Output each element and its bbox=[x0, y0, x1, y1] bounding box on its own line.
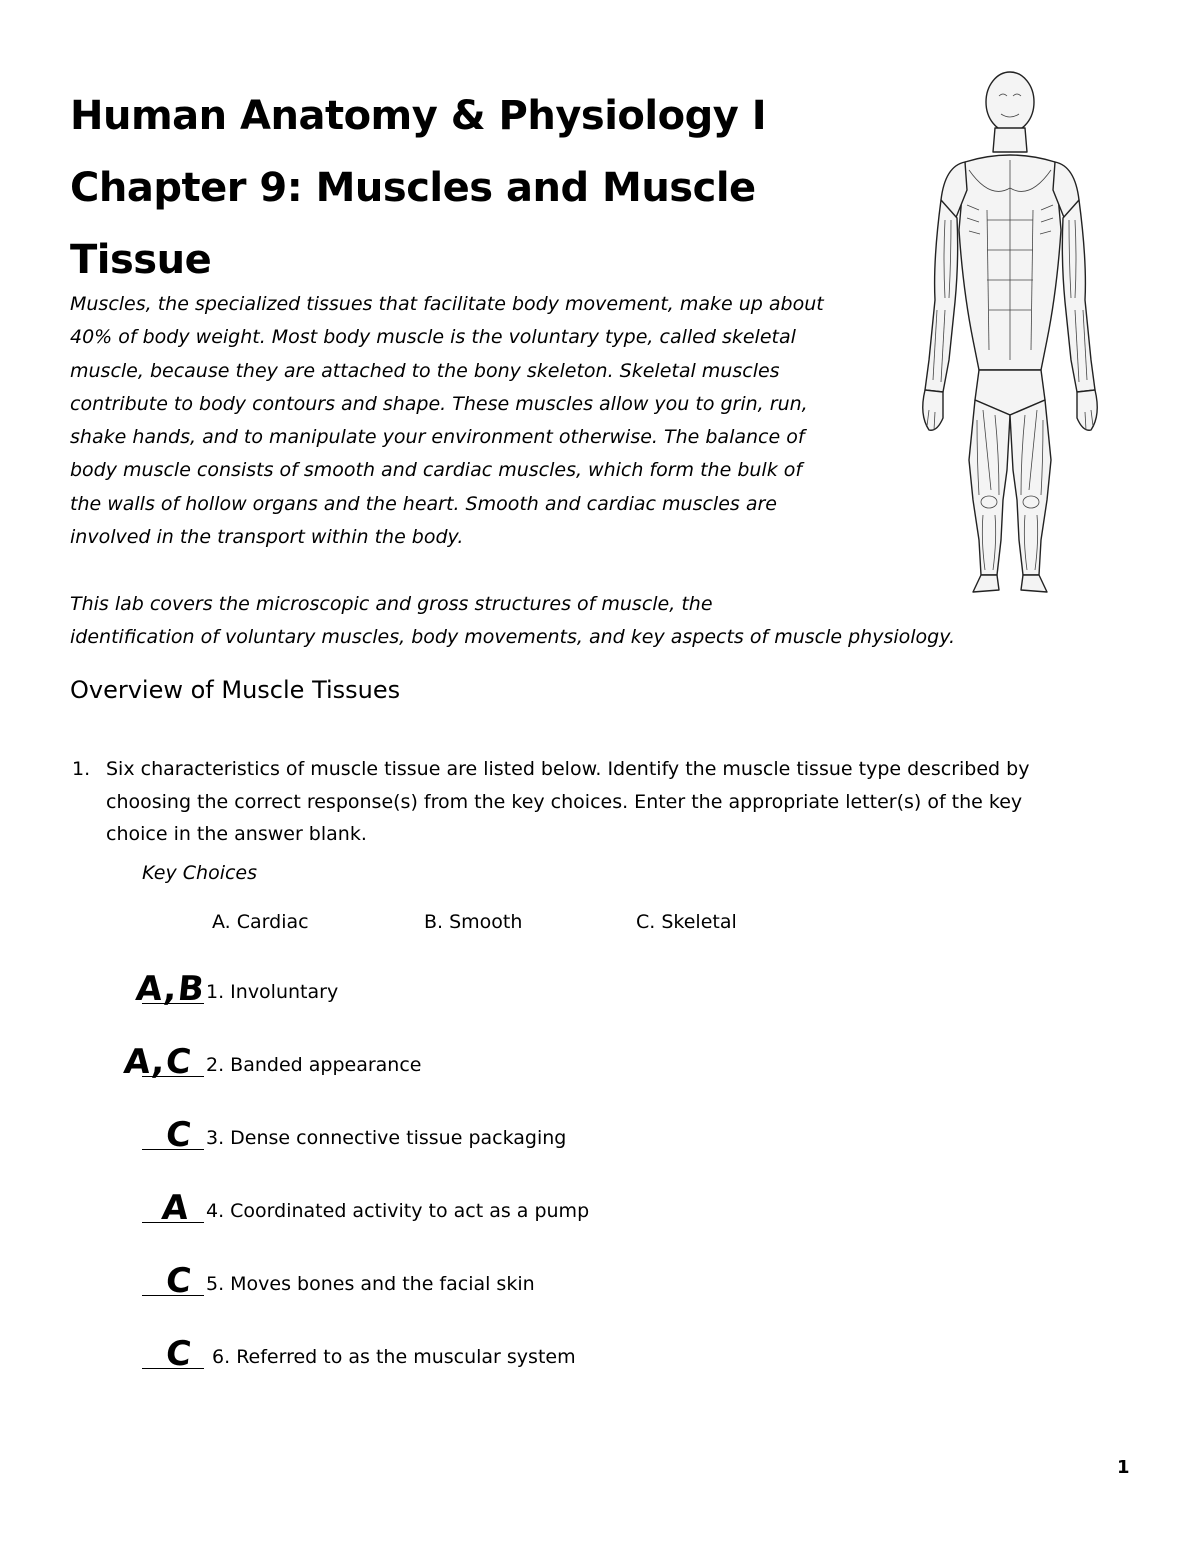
answer-blank bbox=[142, 1222, 204, 1223]
page-number: 1 bbox=[1117, 1457, 1130, 1478]
intro-line: muscle, because they are attached to the bony skeleton. Skeletal muscles bbox=[70, 359, 780, 382]
question-line: choosing the correct response(s) from the key choices. Enter the appropriate letter(s) of the key bbox=[106, 790, 1023, 813]
intro-line: body muscle consists of smooth and cardiac muscles, which form the bulk of bbox=[70, 459, 803, 482]
intro-line: involved in the transport within the body. bbox=[70, 526, 464, 549]
answer-row-6 bbox=[120, 1335, 820, 1375]
characteristic-text: 5. Moves bones and the facial skin bbox=[206, 1273, 535, 1295]
characteristic-text: 3. Dense connective tissue packaging bbox=[206, 1127, 567, 1149]
lab-line: This lab covers the microscopic and gross structures of muscle, the bbox=[70, 593, 713, 615]
answer-row-5 bbox=[120, 1262, 820, 1302]
title-line-1: Human Anatomy & Physiology I bbox=[70, 93, 767, 139]
answer-blank bbox=[142, 1149, 204, 1150]
section-heading: Overview of Muscle Tissues bbox=[70, 676, 401, 704]
characteristic-text: 2. Banded appearance bbox=[206, 1054, 422, 1076]
question-text bbox=[106, 753, 1146, 851]
question-number: 1. bbox=[72, 758, 91, 780]
key-choice-b: B. Smooth bbox=[424, 911, 523, 933]
intro-line: shake hands, and to manipulate your environment otherwise. The balance of bbox=[70, 426, 805, 449]
handwritten-answer[interactable]: C bbox=[163, 1261, 195, 1301]
intro-line: contribute to body contours and shape. These muscles allow you to grin, run, bbox=[70, 392, 808, 415]
answer-blank bbox=[142, 1295, 204, 1296]
answer-row-3 bbox=[120, 1116, 820, 1156]
muscular-system-figure bbox=[915, 70, 1105, 600]
handwritten-answer[interactable]: A bbox=[159, 1188, 192, 1228]
title-line-2: Chapter 9: Muscles and Muscle bbox=[70, 165, 756, 211]
lab-line: identification of voluntary muscles, body movements, and key aspects of muscle physiology. bbox=[70, 626, 956, 649]
answer-row-2 bbox=[120, 1043, 820, 1083]
answer-blank bbox=[142, 1003, 204, 1004]
handwritten-answer[interactable]: C bbox=[163, 1334, 195, 1374]
intro-line: the walls of hollow organs and the heart. Smooth and cardiac muscles are bbox=[70, 492, 777, 515]
answer-row-4 bbox=[120, 1189, 820, 1229]
question-line: Six characteristics of muscle tissue are listed below. Identify the muscle tissue type described by bbox=[106, 758, 1030, 780]
handwritten-answer[interactable]: C bbox=[163, 1115, 195, 1155]
key-choice-c: C. Skeletal bbox=[636, 911, 737, 933]
intro-line: Muscles, the specialized tissues that facilitate body movement, make up about bbox=[70, 293, 824, 315]
handwritten-answer[interactable]: A,B bbox=[133, 969, 207, 1009]
page-title bbox=[70, 80, 910, 296]
intro-line: 40% of body weight. Most body muscle is the voluntary type, called skeletal bbox=[70, 326, 796, 349]
characteristic-text: 6. Referred to as the muscular system bbox=[206, 1346, 576, 1368]
characteristic-text: 1. Involuntary bbox=[206, 981, 339, 1003]
lab-overview-paragraph bbox=[70, 588, 1030, 655]
question-line: choice in the answer blank. bbox=[106, 823, 367, 845]
title-line-3: Tissue bbox=[70, 237, 212, 283]
handwritten-answer[interactable]: A,C bbox=[121, 1042, 194, 1082]
answer-blank bbox=[142, 1076, 204, 1077]
intro-paragraph bbox=[70, 288, 870, 554]
answer-row-1 bbox=[120, 970, 820, 1010]
characteristic-text: 4. Coordinated activity to act as a pump bbox=[206, 1200, 590, 1222]
key-choice-a: A. Cardiac bbox=[212, 911, 309, 933]
key-choices-label: Key Choices bbox=[142, 862, 258, 884]
answer-blank bbox=[142, 1368, 204, 1369]
